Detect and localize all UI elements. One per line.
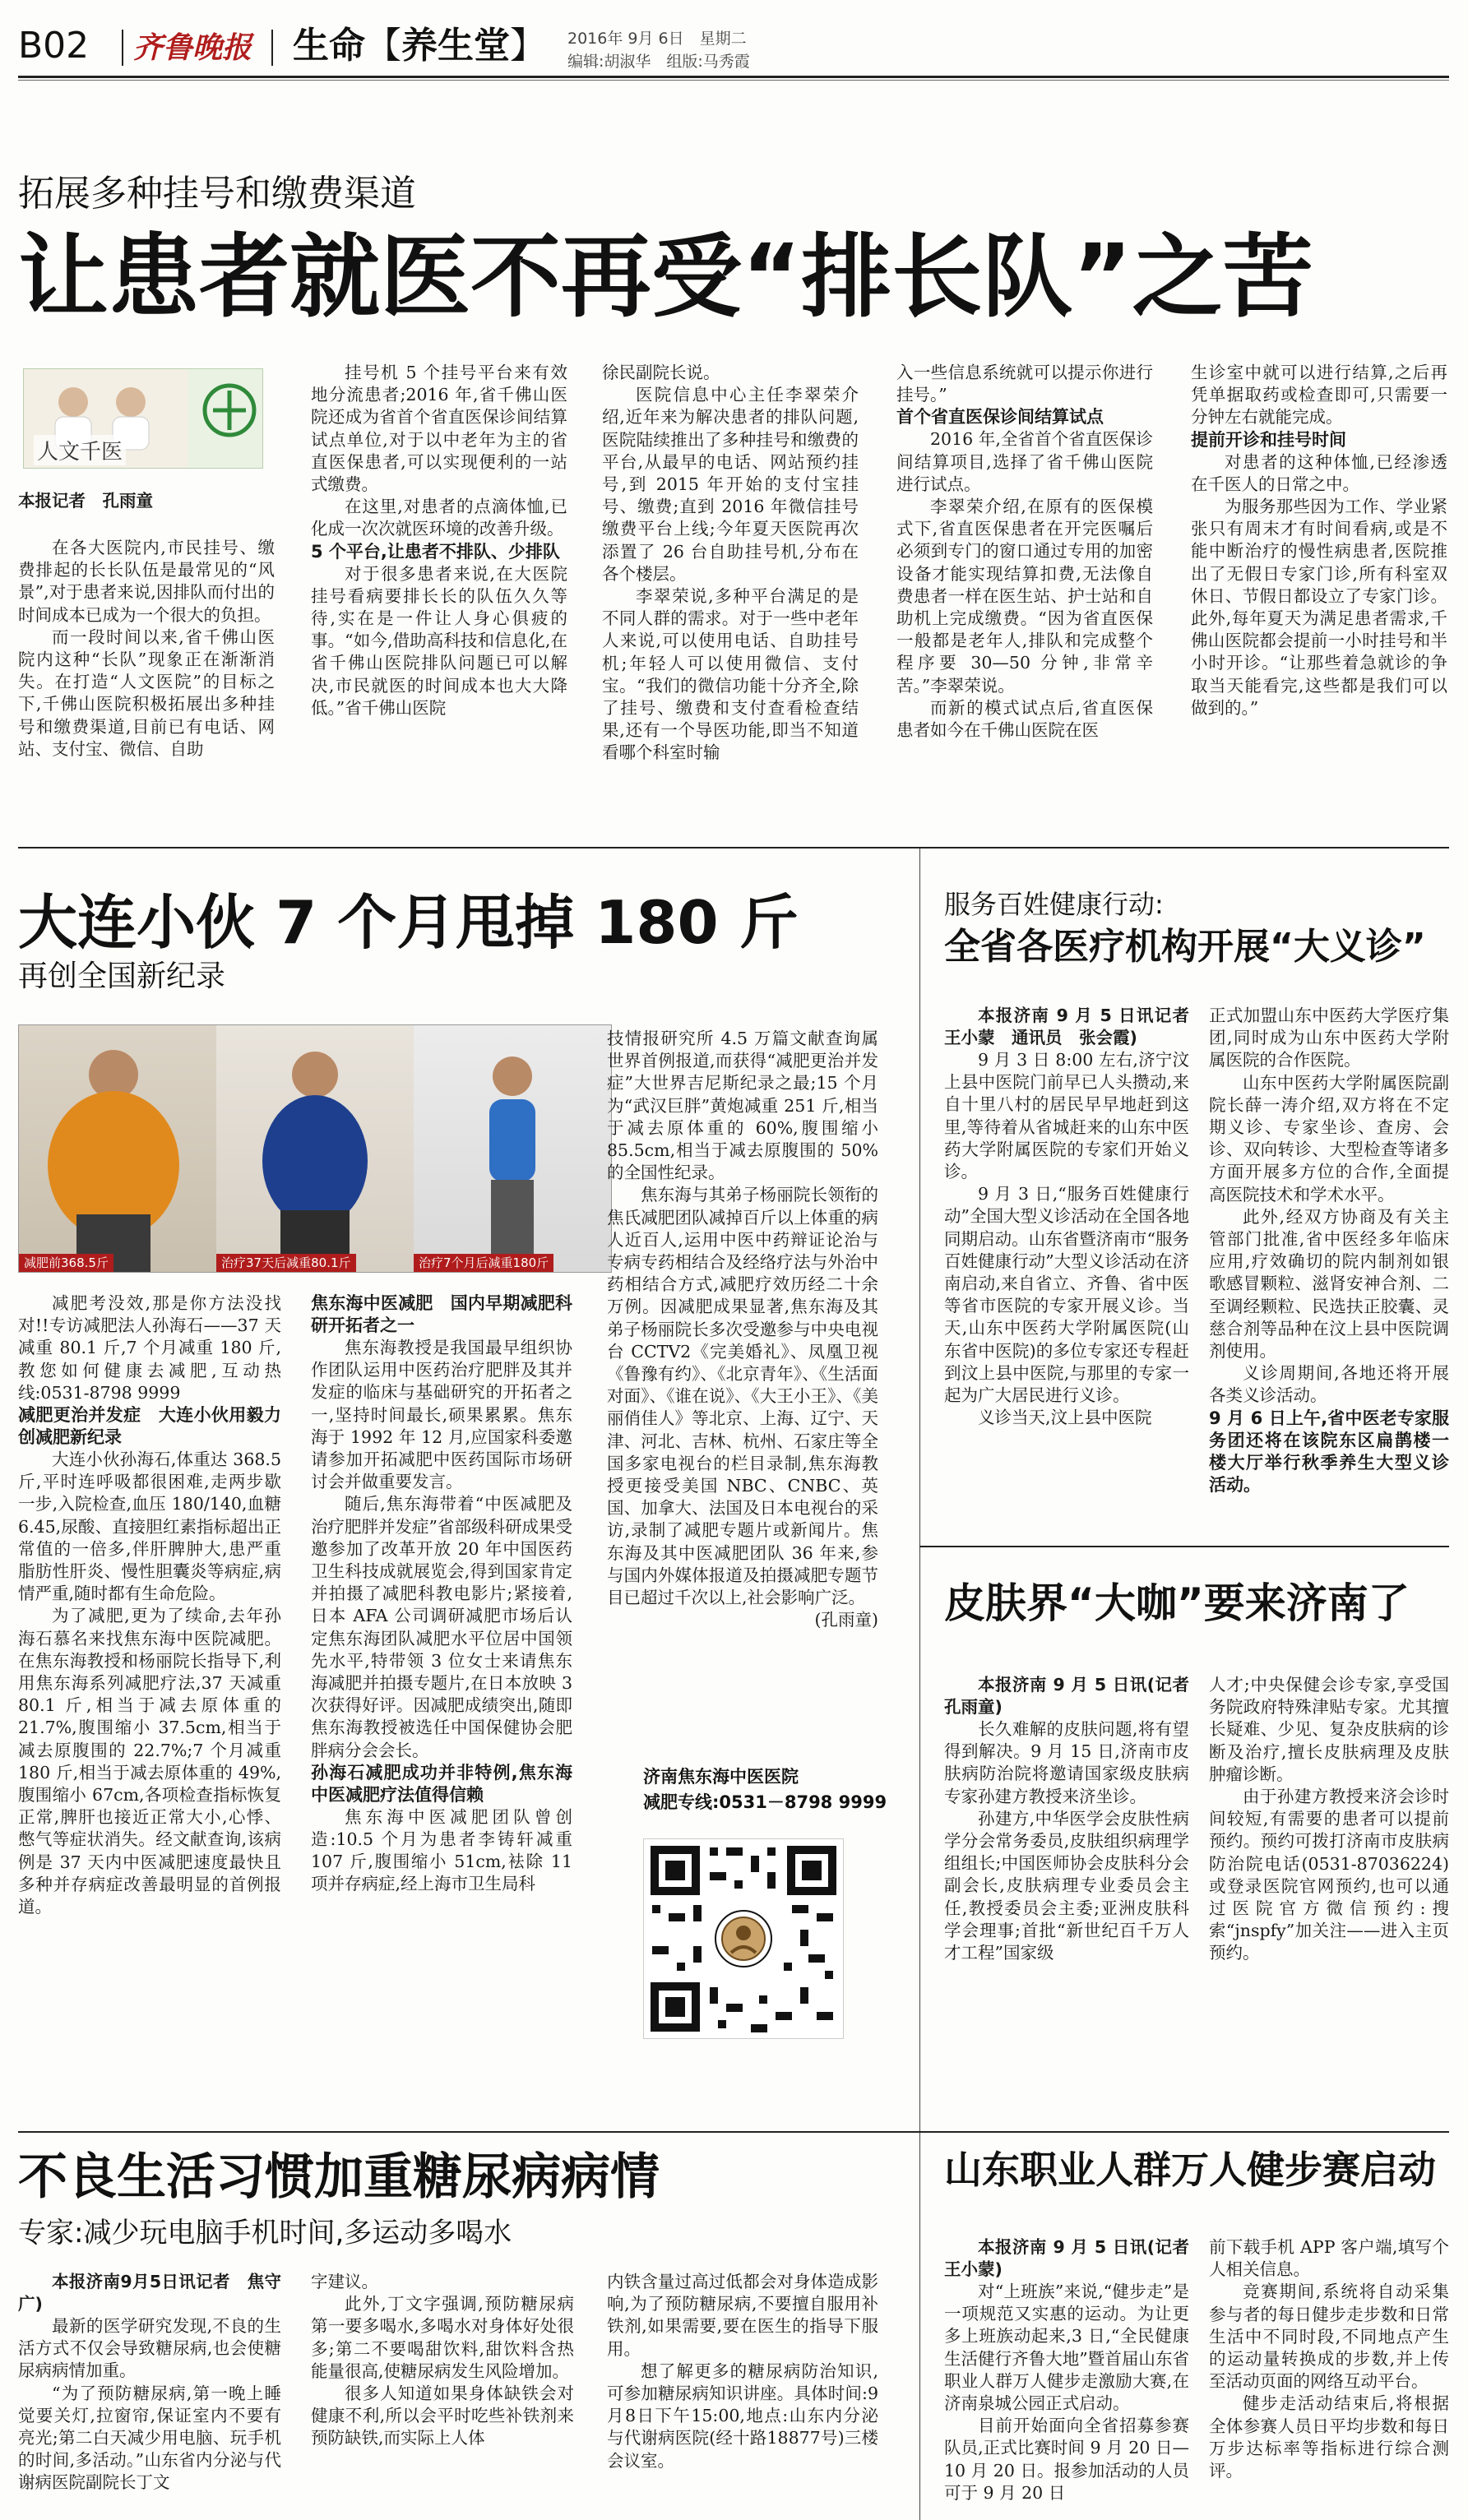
editor-credits: 编辑:胡淑华 组版:马秀霞	[567, 53, 750, 71]
dalian-col2-para-3: 焦东海中医减肥团队曾创造:10.5 个月为患者李铸轩减重 107 斤,腹围缩小 51cm,袪除 11 项并存病症,经上海市卫生局科	[311, 1806, 572, 1894]
skin-headline: 皮肤界“大咖”要来济南了	[944, 1579, 1410, 1627]
lead-col4-para-2: 2016 年,全省首个省直医保诊间结算项目,选择了省千佛山医院进行试点。	[896, 429, 1153, 494]
lead-col2-subhead: 5 个平台,让患者不排队、少排队	[311, 541, 560, 562]
dalian-headline: 大连小伙 7 个月甩掉 180 斤	[18, 888, 799, 957]
diabetes-col2-para-2: 此外,丁文字强调,预防糖尿病第一要多喝水,多喝水对身体好处很多;第二不要喝甜饮料,甜饮料含热能量很高,使糖尿病发生风险增加。	[311, 2294, 574, 2381]
skin-col2-para-2: 由于孙建方教授来济会诊时间较短,有需要的患者可以提前预约。预约可拨打济南市皮肤病防治院电话(0531-87036224)或登录医院官网预约,也可以通过医院官方微信预约:搜索“jnspfy”加关注——进入主页预约。	[1209, 1787, 1449, 1963]
caption-7-months: 治疗7个月后减重180斤	[414, 1254, 553, 1272]
yizhen-col2-para-4: 义诊周期间,各地还将开展各类义诊活动。	[1209, 1363, 1449, 1406]
lead-col4-subhead: 首个省直医保诊间结算试点	[896, 407, 1104, 428]
dalian-column-2	[311, 1292, 572, 2106]
person-after-figure	[414, 1025, 611, 1272]
lead-col5-para-3: 为服务那些因为工作、学业紧张只有周末才有时间看病,或是不能中断治疗的慢性病患者,医院推出了无假日专家门诊,所有科室双休日、节假日都设立了专家门诊。此外,每年夏天为满足患者需求,千佛山医院都会提前一小时挂号和半小时开诊。“让那些着急就诊的争取当天能看完,这些都是我们可以做到的。”	[1191, 497, 1447, 718]
lead-col4-para-4: 而新的模式试点后,省直医保患者如今在千佛山医院在医	[896, 697, 1153, 741]
dalian-byline: (孔雨童)	[814, 1610, 878, 1630]
section-sub: 养生堂	[401, 25, 510, 67]
skin-col1-para-1: 长久难解的皮肤问题,将有望得到解决。9 月 15 日,济南市皮肤病防治院将邀请国家级皮肤病专家孙建方教授来济坐诊。	[944, 1719, 1189, 1806]
lead-col4-para-1: 入一些信息系统就可以提示你进行挂号。”	[896, 363, 1153, 405]
dalian-col2-subhead: 焦东海中医减肥 国内早期减肥科研开拓者之一	[311, 1293, 572, 1335]
photo-7-months	[414, 1025, 611, 1272]
skin-column-2	[1209, 1674, 1449, 2102]
diabetes-col1-para-1: 最新的医学研究发现,不良的生活方式不仅会导致糖尿病,也会使糖尿病病情加重。	[18, 2316, 281, 2381]
diabetes-column-1	[18, 2271, 281, 2518]
walk-col1-para-2: 目前开始面向全省招募参赛队员,正式比赛时间 9 月 20 日—10 月 20 日。报参加活动的人员可于 9 月 20 日	[944, 2416, 1189, 2503]
dalian-col2-para-2: 随后,焦东海带着“中医减肥及治疗肥胖并发症”省部级科研成果受邀参加了改革开放 20 年中国医药卫生科技成就展览会,得到国家肯定并拍摄了减肥科教电影片;紧接着,日本 AFA 公司调研减肥市场后认定焦东海团队减肥水平位居中国领先水平,特带领 3 位女士来请焦东海减肥并拍摄专题片,在日本放映 3 次获得好评。因减肥成绩突出,随即焦东海教授被选任中国保健协会肥胖病分会会长。	[311, 1494, 572, 1760]
diabetes-col1-para-2: “为了预防糖尿病,第一晚上睡觉要关灯,拉窗帘,保证室内不要有亮光;第二白天减少用电脑、玩手机的时间,多活动。”山东省内分泌与代谢病医院副院长丁文	[18, 2383, 281, 2493]
walk-col2-para-3: 健步走活动结束后,将根据全体参赛人员日平均步数和每日万步达标率等指标进行综合测评。	[1209, 2393, 1449, 2481]
dalian-column-1	[18, 1292, 281, 2106]
hospital-name: 济南焦东海中医医院	[643, 1767, 799, 1787]
lead-column-5	[1191, 362, 1447, 822]
yizhen-col1-para-1: 9 月 3 日 8:00 左右,济宁汶上县中医院门前早已人头攒动,来自十里八村的居民早早地赶到这里,等待着从省城赶来的山东中医药大学附属医院的专家们开始义诊。	[944, 1050, 1189, 1182]
yizhen-byline: 本报济南 9 月 5 日讯记者 王小蒙 通讯员 张会霞)	[944, 1006, 1206, 1047]
yizhen-kicker: 服务百姓健康行动:	[944, 889, 1164, 920]
lead-headline: 让患者就医不再受“排长队”之苦	[18, 224, 1313, 330]
dalian-col3-para-2: 焦东海与其弟子杨丽院长领衔的焦氏减肥团队减掉百斤以上体重的病人近百人,运用中医中药辩证论治与专病专药相结合及经络疗法与外治中药相结合方式,减肥疗效历经二十余万例。因减肥成果显著,焦东海及其弟子杨丽院长多次受邀参与中央电视台 CCTV2《完美婚礼》、凤凰卫视《鲁豫有约》、《北京青年》、《生活面对面》、《谁在说》、《大王小王》、《美丽俏佳人》等北京、上海、辽宁、天津、河北、吉林、杭州、石家庄等全国多家电视台的栏目录制,焦东海教授更接受美国 NBC、CNBC、英国、加拿大、法国及日本电视台的采访,录制了减肥专题片或新闻片。焦东海及其中医减肥团队 36 年来,参与国内外媒体报道及拍摄减肥专题节目已超过千次以上,社会影响广泛。	[607, 1185, 878, 1608]
dalian-col3-para-1: 技情报研究所 4.5 万篇文献查询属世界首例报道,而获得“减肥更治并发症”大世界吉尼斯纪录之最;15 个月为“武汉巨胖”黄炮减重 251 斤,相当于减去原体重的 60%,腹围缩小 85.5cm,相当于减去原腹围的 50% 的全国性纪录。	[607, 1029, 878, 1183]
dalian-photo-strip	[18, 1024, 612, 1273]
diabetes-column-2	[311, 2271, 574, 2518]
yizhen-col2-para-2: 山东中医药大学附属医院副院长薛一涛介绍,双方将在不定期义诊、专家坐诊、查房、会诊、双向转诊、大型检查等诸多方面开展多方位的合作,全面提高医院技术和学术水平。	[1209, 1072, 1449, 1205]
dalian-col1-subhead: 减肥更治并发症 大连小伙用毅力创减肥新纪录	[18, 1405, 281, 1448]
lead-column-1	[18, 490, 275, 819]
walk-col1-para-1: 对“上班族”来说,“健步走”是一项规范又实惠的运动。为让更多上班族动起来,3 日,“全民健康生活健行齐鲁大地”暨首届山东省职业人群万人健步走激励大赛,在济南泉城公园正式启动。	[944, 2282, 1189, 2414]
lead-col3-para-3: 李翠荣说,多种平台满足的是不同人群的需求。对于一些中老年人来说,可以使用电话、自助挂号机;年轻人可以使用微信、支付宝。“我们的微信功能十分齐全,除了挂号、缴费和支付查看检查结果,还有一个导医功能,即当不知道看哪个科室时输	[602, 586, 859, 763]
qr-code[interactable]	[643, 1838, 844, 2039]
lead-col2-para-1: 挂号机 5 个挂号平台来有效地分流患者;2016 年,省千佛山医院还成为省首个省直医保诊间结算试点单位,对于以中老年为主的省直医保患者,可以实现便利的一站式缴费。	[311, 363, 567, 495]
lead-col4-para-3: 李翠荣介绍,在原有的医保模式下,省直医保患者在开完医嘱后必须到专门的窗口通过专用的加密设备才能实现结算扣费,无法像自费患者一样在医生站、护士站和自助机上完成缴费。“因为省直医保一般都是老年人,排队和完成整个程序要 30—50 分钟,非常辛苦。”李翠荣说。	[896, 497, 1153, 696]
lead-col5-subhead: 提前开诊和挂号时间	[1191, 429, 1346, 450]
issue-date: 2016年 9月 6日 星期二	[567, 30, 747, 48]
dalian-col2-para-1: 焦东海教授是我国最早组织协作团队运用中医药治疗肥胖及其并发症的临床与基础研究的开拓者之一,坚持时间最长,硕果累累。焦东海于 1992 年 12 月,应国家科委邀请参加开拓减肥中医药国际市场研讨会并做重要发言。	[311, 1338, 572, 1492]
dalian-col1-para-2: 大连小伙孙海石,体重达 368.5 斤,平时连呼吸都很困难,走两步歇一步,入院检查,血压 180/140,血糖 6.45,尿酸、直接胆红素指标超出正常值的一倍多,伴肝脾肿大,患严重脂肪性肝炎、慢性胆囊炎等病症,病情严重,随时都有生命危险。	[18, 1450, 281, 1604]
walk-column-1	[944, 2236, 1206, 2516]
photo-37-days	[216, 1025, 414, 1272]
lead-col2-para-2: 在这里,对患者的点滴体恤,已化成一次次就医环境的改善升级。	[311, 497, 567, 539]
dalian-subhead: 再创全国新纪录	[18, 959, 226, 993]
diabetes-col3-para-1: 内铁含量过高过低都会对身体造成影响,为了预防糖尿病,不要擅自服用补铁剂,如果需要,要在医生的指导下服用。	[607, 2272, 878, 2359]
section-title: 生命【养生堂】	[293, 25, 546, 67]
humanities-logo	[23, 368, 263, 469]
caption-before: 减肥前368.5斤	[19, 1254, 113, 1272]
skin-byline: 本报济南 9 月 5 日讯(记者 孔雨童)	[944, 1675, 1206, 1717]
photo-before	[19, 1025, 216, 1272]
lead-col1-para-1: 在各大医院内,市民挂号、缴费排起的长长队伍是最常见的“风景”,对于患者来说,因排队而付出的时间成本已成为一个很大的负担。	[18, 538, 275, 625]
skin-col1-para-2: 孙建方,中华医学会皮肤性病学分会常务委员,皮肤组织病理学组组长;中国医师协会皮肤科分会副会长,皮肤病理专业委员会主任,教授委员会主委;亚洲皮肤科学会理事;首批“新世纪百千万人才工程”国家级	[944, 1808, 1189, 1963]
walk-col2-para-2: 竞赛期间,系统将自动采集参与者的每日健步走步数和日常生活中不同时段,不同地点产生的运动量转换成的步数,并上传至活动页面的网络互动平台。	[1209, 2282, 1449, 2392]
walk-col2-para-1: 前下载手机 APP 客户端,填写个人相关信息。	[1209, 2237, 1449, 2280]
yizhen-col1-para-3: 义诊当天,汶上县中医院	[978, 1408, 1152, 1428]
walk-column-2	[1209, 2236, 1449, 2516]
qr-code-graphic	[644, 1839, 843, 2038]
diabetes-headline: 不良生活习惯加重糖尿病病情	[18, 2148, 660, 2206]
yizhen-col2-para-1: 正式加盟山东中医药大学医疗集团,同时成为山东中医药大学附属医院的合作医院。	[1209, 1006, 1449, 1070]
caption-37-days: 治疗37天后减重80.1斤	[216, 1254, 356, 1272]
lead-col3-para-2: 医院信息中心主任李翠荣介绍,近年来为解决患者的排队问题,医院陆续推出了多种挂号和缴费的平台,从最早的电话、网站预约挂号,到 2015 年开始的支付宝挂号、缴费;直到 2016 年微信挂号缴费平台上线;今年夏天医院再次添置了 26 台自助挂号机,分布在各个楼层。	[602, 385, 859, 584]
yizhen-col2-para-3: 此外,经双方协商及有关主管部门批准,省中医经多年临床应用,疗效确切的院内制剂如银歌感冒颗粒、滋肾安神合剂、二至调经颗粒、民选扶正胶囊、灵慈合剂等品种在汶上县中医院调剂使用。	[1209, 1206, 1449, 1362]
dalian-col2-subhead-2: 孙海石减肥成功并非特例,焦东海中医减肥疗法值得信赖	[311, 1762, 572, 1805]
page-number: B02	[18, 25, 90, 67]
lead-col5-para-2: 对患者的这种体恤,已经渗透在千医人的日常之中。	[1191, 451, 1447, 494]
skin-column-1	[944, 1674, 1206, 2102]
lead-col3-para-1: 徐民副院长说。	[602, 363, 720, 382]
diabetes-col2-para-1: 字建议。	[311, 2272, 378, 2291]
paper-logo: 齐鲁晚报	[133, 30, 252, 65]
yizhen-headline: 全省各医疗机构开展“大义诊”	[944, 926, 1426, 968]
person-before-figure	[19, 1025, 216, 1272]
walk-byline: 本报济南 9 月 5 日讯(记者 王小蒙)	[944, 2237, 1206, 2279]
yizhen-col2-bold: 9 月 6 日上午,省中医老专家服务团还将在该院东区扁鹊楼一楼大厅举行秋季养生大型义诊活动。	[1209, 1408, 1449, 1495]
section-main: 生命	[293, 25, 365, 67]
lead-kicker: 拓展多种挂号和缴费渠道	[18, 173, 416, 215]
skin-col2-para-1: 人才;中央保健会诊专家,享受国务院政府特殊津贴专家。尤其擅长疑难、少见、复杂皮肤病的诊断及治疗,擅长皮肤病理及皮肤肿瘤诊断。	[1209, 1675, 1449, 1784]
walk-headline: 山东职业人群万人健步赛启动	[944, 2148, 1436, 2192]
diabetes-col3-para-2: 想了解更多的糖尿病防治知识,可参加糖尿病知识讲座。具体时间:9月8日下午15:00,地点:山东内分泌与代谢病医院(经十路18877号)三楼会议室。	[607, 2360, 878, 2471]
lead-column-3	[602, 362, 859, 822]
yizhen-col1-para-2: 9 月 3 日,“服务百姓健康行动”全国大型义诊活动在全国各地同期启动。山东省暨济南市“服务百姓健康行动”大型义诊活动在济南启动,来自省立、齐鲁、省中医等省市医院的专家开展义诊。当天,山东中医药大学附属医院(山东省中医院)的多位专家还专程赶到汶上县中医院,与那里的专家一起为广大居民进行义诊。	[944, 1184, 1189, 1406]
dalian-col1-para-3: 为了减肥,更为了续命,去年孙海石慕名来找焦东海中医院减肥。在焦东海教授和杨丽院长指导下,利用焦东海系列减肥疗法,37 天减重 80.1 斤,相当于减去原体重的 21.7%,腹围缩小 37.5cm,相当于减去原腹围的 22.7%;7 个月减重 180 斤,相当于减去原体重的 49%,腹围缩小 67cm,各项检查指标恢复正常,脾肝也接近正常大小,心悸、憋气等症状消失。经文献查询,该病例是 37 天内中医减肥速度最快且多种并存病症改善最明显的首例报道。	[18, 1606, 281, 1917]
lead-byline: 本报记者 孔雨童	[18, 491, 153, 511]
lead-col1-para-2: 而一段时间以来,省千佛山医院内这种“长队”现象正在渐渐消失。在打造“人文医院”的目标之下,千佛山医院积极拓展出多种挂号和缴费渠道,目前已有电话、网站、支付宝、微信、自助	[18, 627, 275, 759]
dalian-column-3	[607, 1028, 878, 1850]
dalian-col1-para-1: 减肥考没效,那是你方法没找对!!专访减肥法人孙海石——37 天减重 80.1 斤,7 个月减重 180 斤,教您如何健康去减肥,互动热线:0531-8798 9999	[18, 1293, 281, 1403]
diabetes-col2-para-3: 很多人知道如果身体缺铁会对健康不利,所以会平时吃些补铁剂来预防缺铁,而实际上人体	[311, 2384, 574, 2448]
weight-loss-hotline: 减肥专线:0531－8798 9999	[643, 1792, 887, 1812]
diabetes-byline: 本报济南9月5日讯记者 焦守广)	[18, 2272, 281, 2314]
diabetes-column-3	[607, 2271, 878, 2518]
logo-label: 人文千医	[34, 435, 126, 465]
lead-col2-para-3: 对于很多患者来说,在大医院挂号看病要排长长的队伍久久等待,实在是一件让人身心俱疲的事。“如今,借助高科技和信息化,在省千佛山医院排队问题已可以解决,市民就医的时间成本也大大降低。”省千佛山医院	[311, 563, 567, 718]
person-mid-figure	[216, 1025, 414, 1272]
diabetes-subhead: 专家:减少玩电脑手机时间,多运动多喝水	[18, 2217, 512, 2250]
lead-col5-para-1: 生诊室中就可以进行结算,之后再凭单据取药或检查即可,只需要一分钟左右就能完成。	[1191, 363, 1447, 428]
lead-column-4	[896, 362, 1153, 822]
lead-column-2	[311, 362, 567, 822]
